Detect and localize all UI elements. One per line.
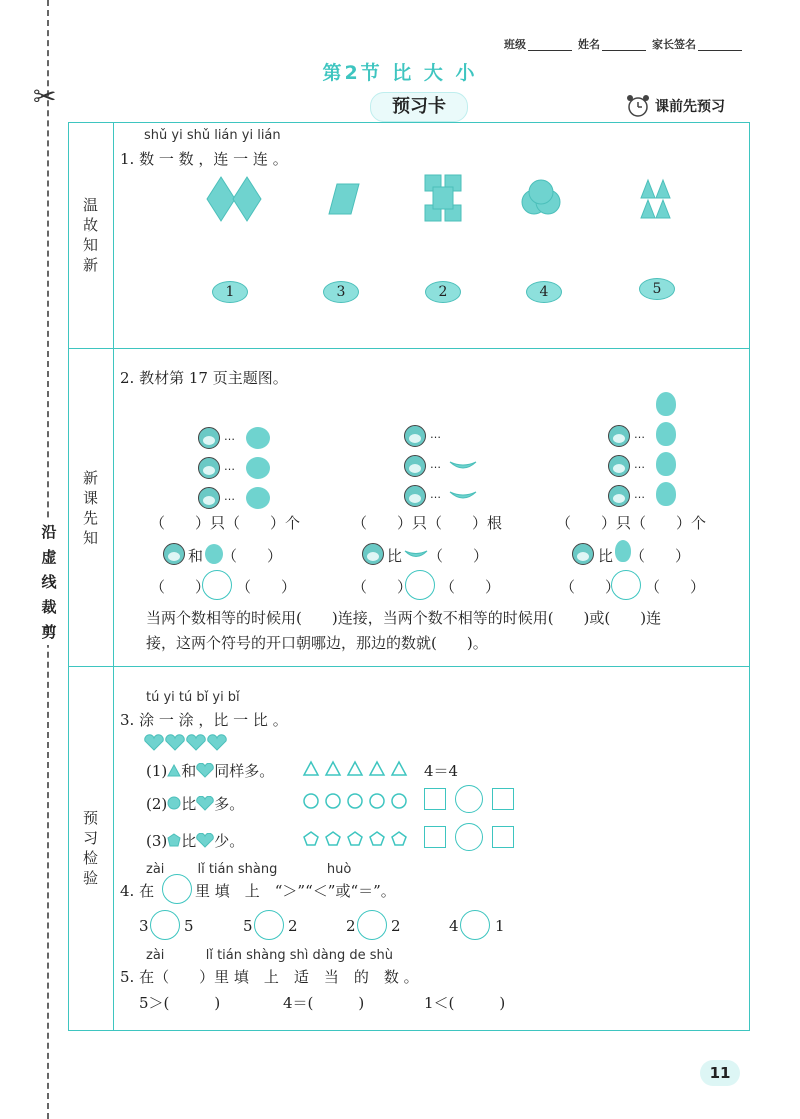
number-oval[interactable]: 2	[425, 281, 461, 303]
q3-text: 3. 涂 一 涂 ，比 一 比 。	[120, 711, 288, 729]
equation-text: 4＝4	[424, 762, 459, 780]
monkey-icon	[608, 455, 630, 477]
q4-circle	[162, 874, 192, 904]
pear-icon	[615, 540, 631, 562]
fill-blank[interactable]: 1＜( )	[424, 994, 506, 1012]
triangle-shapes	[640, 178, 672, 220]
number-blank[interactable]: （ ）	[236, 578, 297, 596]
answer-box[interactable]	[424, 826, 446, 848]
parent-blank[interactable]	[698, 50, 742, 51]
number-blank[interactable]: （ ）	[560, 578, 621, 596]
compare-blank[interactable]: （ ）	[428, 547, 489, 565]
count-blanks-2[interactable]: （ ）只（ ）根	[352, 514, 503, 532]
monkey-icon	[198, 427, 220, 449]
answer-circle[interactable]	[455, 785, 483, 813]
pear-icon	[656, 422, 676, 446]
circle-shapes	[520, 178, 562, 220]
number-oval[interactable]: 1	[212, 281, 248, 303]
heart-icon	[196, 833, 214, 848]
banana-icon	[448, 458, 478, 474]
answer-box[interactable]	[492, 788, 514, 810]
circle-icon	[167, 796, 181, 810]
answer-box[interactable]	[424, 788, 446, 810]
class-label: 班级	[504, 38, 526, 51]
row-divider	[68, 666, 750, 667]
banana-icon	[448, 488, 478, 504]
parallelogram-shape	[327, 182, 361, 216]
q3-item-3: (3) 比 少。	[146, 832, 245, 850]
side-divider	[113, 122, 114, 1031]
pear-icon	[656, 452, 676, 476]
monkey-icon	[198, 487, 220, 509]
q1-text: 1. 数 一 数 ，连 一 连 。	[120, 150, 288, 168]
count-blanks-3[interactable]: （ ）只（ ）个	[556, 514, 707, 532]
fill-blank[interactable]: 4＝( )	[283, 994, 365, 1012]
apple-icon	[205, 544, 223, 564]
compare-circle[interactable]	[150, 910, 180, 940]
number-blank[interactable]: （ ）	[440, 578, 501, 596]
q4-text-pre: 4. 在	[120, 882, 155, 900]
symbol-circle[interactable]	[611, 570, 641, 600]
parent-label: 家长签名	[652, 38, 696, 51]
hearts-row	[143, 734, 231, 752]
section-title: 第2节 比 大 小	[322, 62, 478, 84]
name-label: 姓名	[578, 38, 600, 51]
q3-item-1: (1) 和 同样多。	[146, 762, 275, 780]
page-number: 11	[700, 1060, 740, 1086]
compare-circle[interactable]	[254, 910, 284, 940]
section-label-review: 温 故 知 新	[82, 196, 98, 274]
pear-icon	[656, 392, 676, 416]
count-blanks-1[interactable]: （ ）只（ ）个	[150, 514, 301, 532]
q2-sentence-2: 接，这两个符号的开口朝哪边，那边的数就( )。	[146, 634, 488, 652]
fill-blank[interactable]: 5＞( )	[139, 994, 221, 1012]
alarm-clock-icon	[625, 94, 651, 118]
symbol-circle[interactable]	[405, 570, 435, 600]
monkey-icon	[404, 455, 426, 477]
diamond-shapes	[205, 175, 265, 223]
section-label-new: 新 课 先 知	[82, 469, 98, 547]
class-blank[interactable]	[528, 50, 572, 51]
monkey-icon	[608, 485, 630, 507]
heart-icon	[196, 796, 214, 811]
number-blank[interactable]: （ ）	[645, 578, 706, 596]
q3-item-2: (2) 比 多。	[146, 795, 245, 813]
monkey-icon	[362, 543, 384, 565]
monkey-icon	[608, 425, 630, 447]
preview-badge: 课前先预习	[625, 94, 725, 118]
monkey-icon	[572, 543, 594, 565]
compare-circle[interactable]	[460, 910, 490, 940]
q4-text-post: 里 填 上 “＞”“＜”或“＝”。	[195, 882, 396, 900]
monkey-icon	[198, 457, 220, 479]
q2-text: 2. 教材第 17 页主题图。	[120, 369, 288, 387]
answer-box[interactable]	[492, 826, 514, 848]
cut-label: 沿 虚 线 裁 剪	[38, 520, 60, 645]
number-blank[interactable]: （ ）	[150, 578, 211, 596]
student-info-header	[504, 36, 748, 52]
monkey-icon	[404, 485, 426, 507]
banana-icon	[403, 548, 429, 562]
symbol-circle[interactable]	[202, 570, 232, 600]
pear-icon	[656, 482, 676, 506]
q1-pinyin: shǔ yi shǔ lián yi lián	[144, 128, 281, 143]
apple-icon	[246, 457, 270, 479]
compare-circle[interactable]	[357, 910, 387, 940]
compare-blank[interactable]: （ ）	[630, 547, 691, 565]
apple-icon	[246, 427, 270, 449]
name-blank[interactable]	[602, 50, 646, 51]
number-oval[interactable]: 4	[526, 281, 562, 303]
number-oval[interactable]: 5	[639, 278, 675, 300]
square-shapes	[423, 173, 463, 223]
q4-pinyin: zài lǐ tián shàng huò	[146, 862, 352, 877]
q3-pinyin: tú yi tú bǐ yi bǐ	[146, 690, 240, 705]
answer-circle[interactable]	[455, 823, 483, 851]
card-title: 预习卡	[370, 92, 468, 122]
pentagon-icon	[167, 833, 181, 847]
triangle-row[interactable]	[302, 760, 410, 778]
number-oval[interactable]: 3	[323, 281, 359, 303]
pentagon-row[interactable]	[302, 830, 410, 848]
apple-icon	[246, 487, 270, 509]
scissors-icon: ✂	[33, 80, 57, 113]
row-divider	[68, 348, 750, 349]
monkey-icon	[163, 543, 185, 565]
compare-blank[interactable]: （ ）	[222, 547, 283, 565]
number-blank[interactable]: （ ）	[352, 578, 413, 596]
triangle-icon	[167, 764, 181, 777]
monkey-icon	[404, 425, 426, 447]
q5-text: 5. 在（ ）里 填 上 适 当 的 数 。	[120, 968, 419, 986]
heart-icon	[196, 763, 214, 778]
section-label-check: 预 习 检 验	[82, 809, 98, 887]
circle-row[interactable]	[302, 792, 410, 810]
q2-sentence-1: 当两个数相等的时候用( )连接，当两个数不相等的时候用( )或( )连	[146, 609, 662, 627]
q5-pinyin: zài lǐ tián shàng shì dàng de shù	[146, 948, 393, 963]
